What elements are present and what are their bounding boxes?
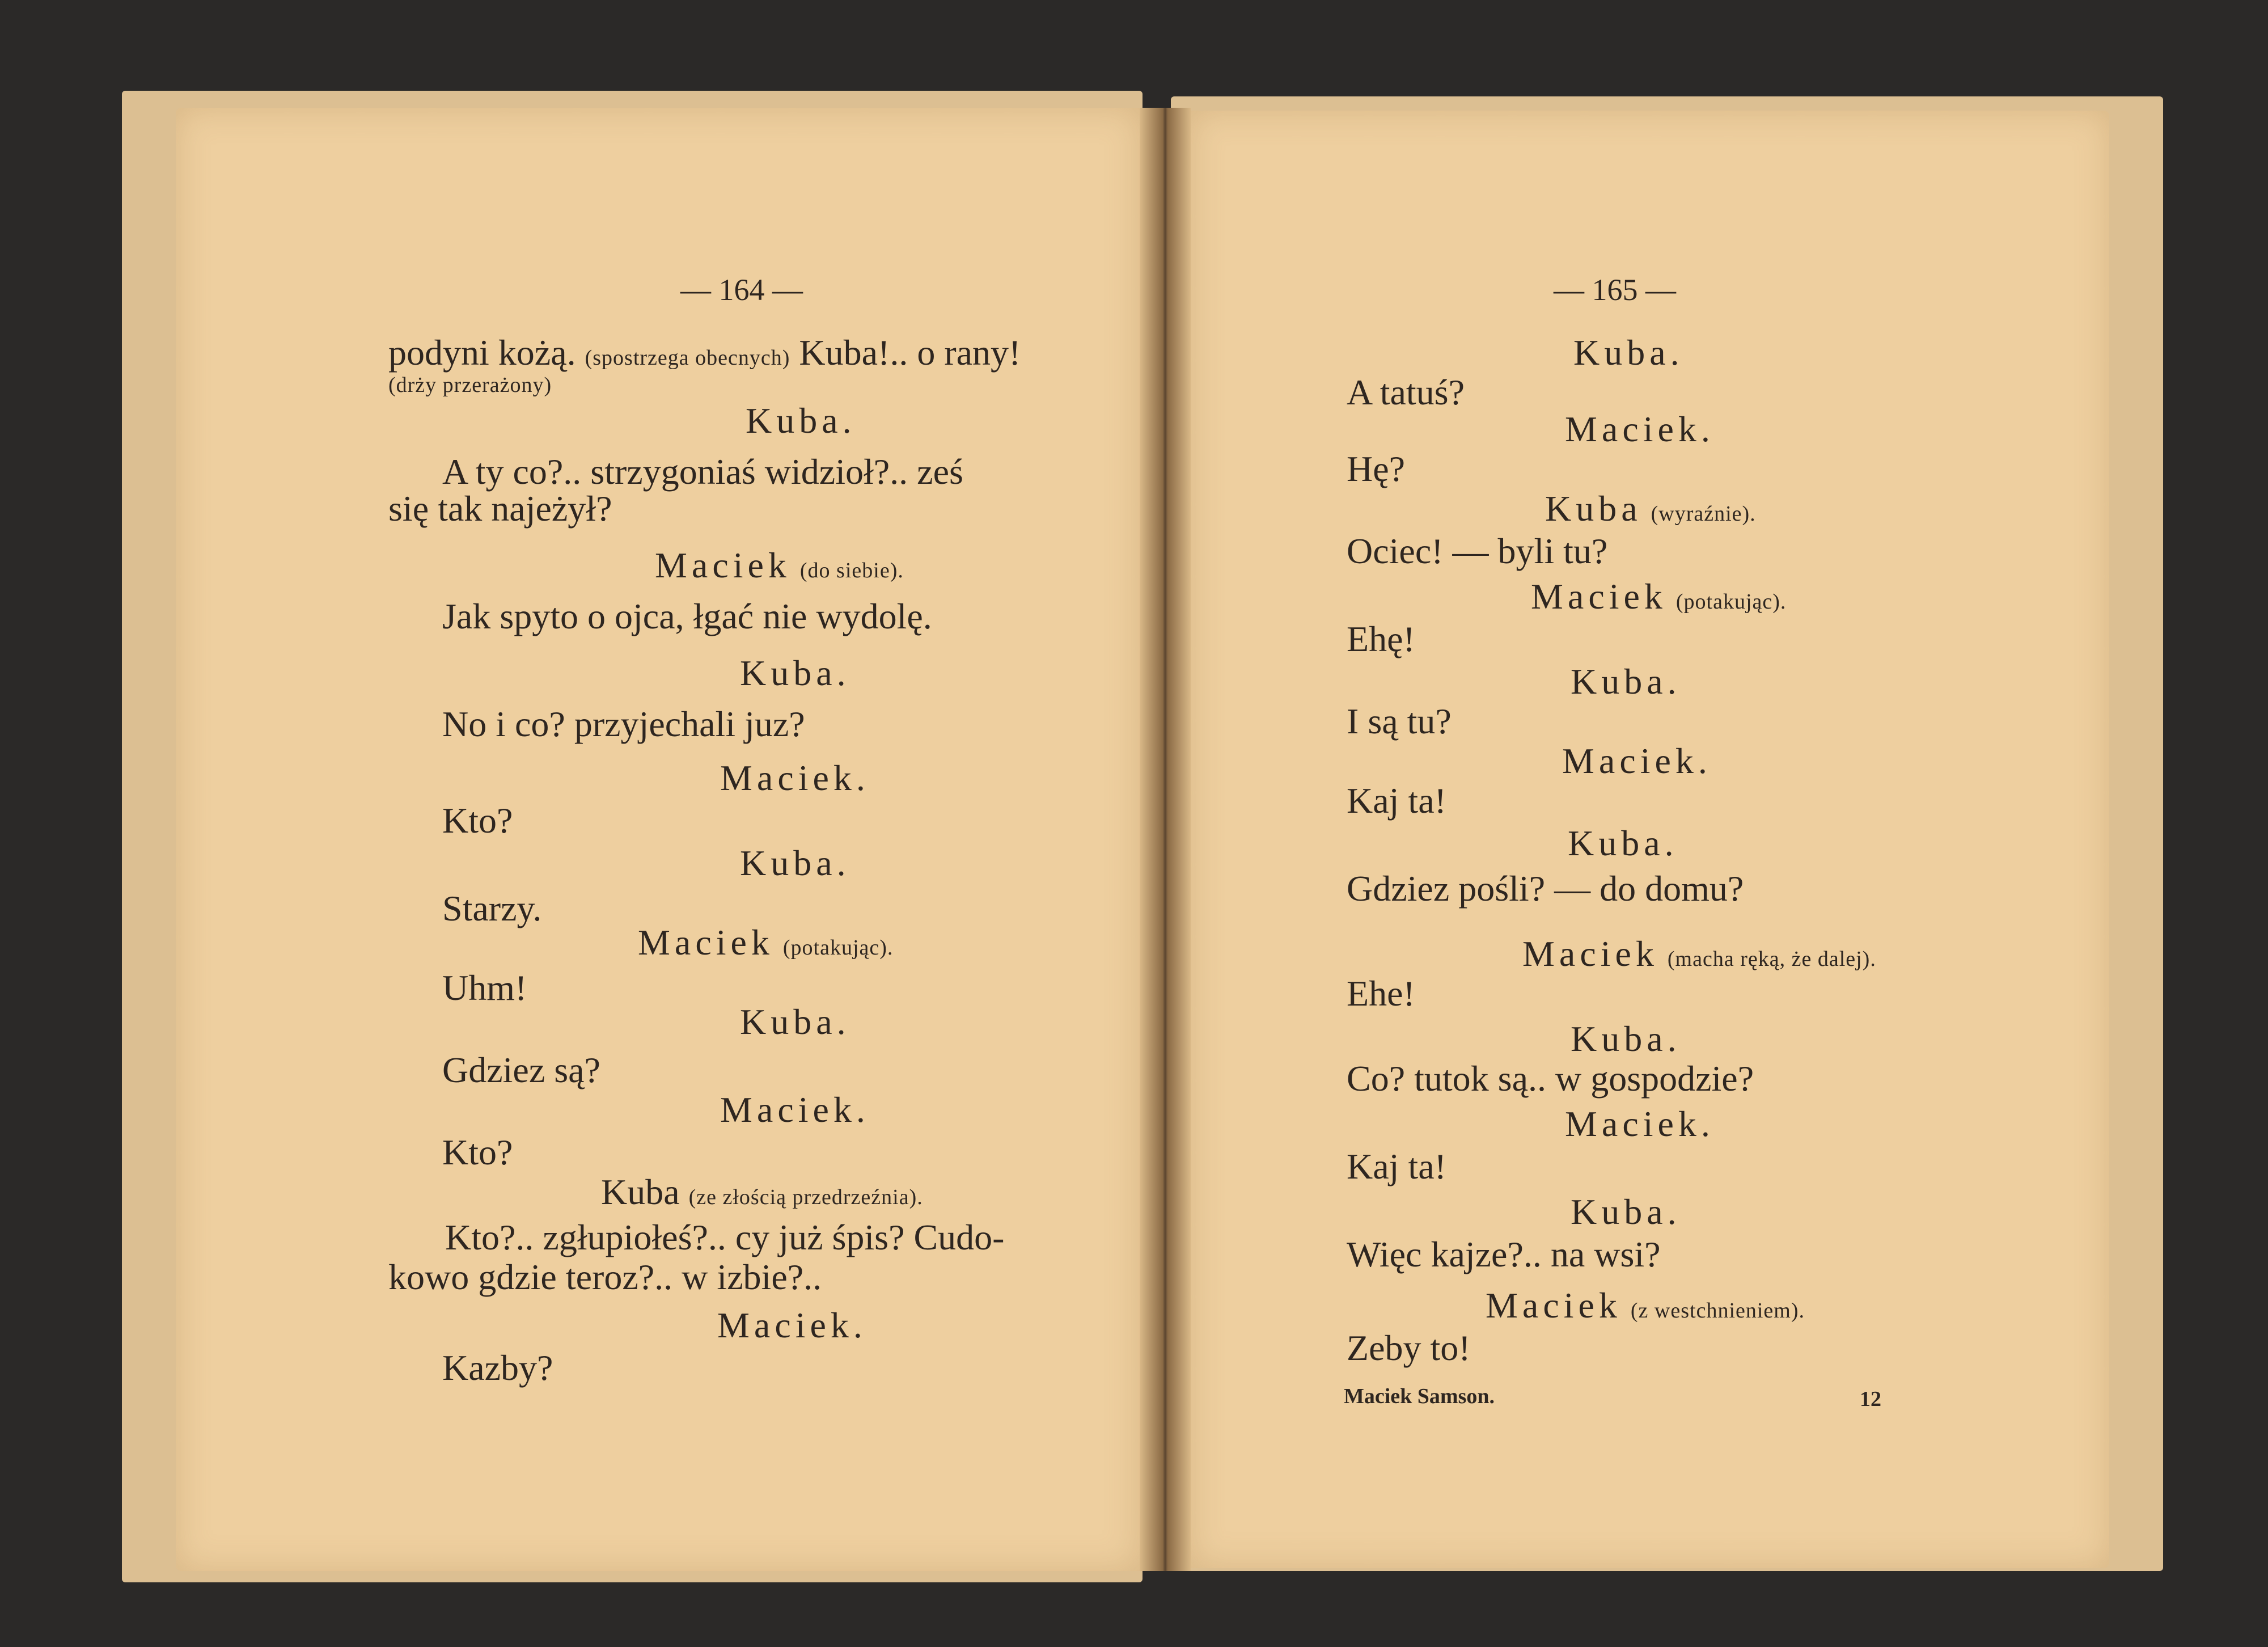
book-gutter: [1140, 108, 1191, 1571]
dialogue-line: Zeby to!: [1347, 1328, 1471, 1368]
dialogue-line: Jak spyto o ojca, łgać nie wydolę.: [442, 596, 932, 636]
stage-direction: (macha ręką, że dalej).: [1667, 947, 1876, 971]
speaker-name: Maciek: [1522, 934, 1658, 974]
speaker-name: Maciek: [1531, 576, 1667, 616]
dialogue-line: Ociec! — byli tu?: [1347, 531, 1608, 571]
dialogue-line: się tak najeżył?: [388, 488, 612, 529]
speaker-name: Maciek: [638, 922, 774, 962]
text-line: [1531, 578, 1786, 615]
speaker-name: Maciek: [655, 545, 791, 585]
dialogue-line: Gdziez pośli? — do domu?: [1347, 868, 1744, 909]
text-line: [1545, 488, 1756, 529]
page-number: — 164 —: [680, 273, 803, 307]
speaker-name: Kuba: [1545, 488, 1642, 529]
stage-direction: (potakując).: [782, 936, 894, 960]
dialogue-line: Kaj ta!: [1347, 1146, 1446, 1186]
stage-direction: (ze złością przedrzeźnia).: [688, 1185, 923, 1209]
speaker-name: Maciek.: [720, 1089, 870, 1130]
dialogue-line: Ehe!: [1347, 973, 1415, 1013]
dialogue-line: I są tu?: [1347, 701, 1452, 741]
dialogue-line: Hę?: [1347, 449, 1406, 489]
dialogue-line: Kto?: [442, 800, 513, 841]
signature-mark: 12: [1860, 1387, 1881, 1411]
dialogue-line: Gdziez są?: [442, 1050, 600, 1090]
text-line: [601, 1174, 923, 1210]
right-page: [1191, 111, 2109, 1568]
dialogue-line: Kto?.. zgłupiołeś?.. cy już śpis? Cudo-: [445, 1217, 1005, 1257]
speaker-name: Kuba: [601, 1172, 680, 1212]
dialogue-line: Uhm!: [442, 968, 527, 1008]
stage-direction: (drży przerażony): [388, 373, 552, 397]
stage-direction: (do siebie).: [799, 559, 904, 582]
speaker-name: Kuba.: [740, 843, 850, 883]
dialogue-text: Kuba!.. o rany!: [799, 332, 1021, 373]
speaker-name: Kuba.: [740, 653, 850, 693]
speaker-name: Kuba.: [1571, 661, 1681, 702]
left-page: [176, 108, 1140, 1571]
text-line: [1486, 1287, 1805, 1324]
dialogue-line: Więc kajze?.. na wsi?: [1347, 1234, 1661, 1274]
speaker-name: Maciek.: [1565, 1104, 1715, 1144]
text-line: [638, 924, 893, 961]
footer-title: Maciek Samson.: [1344, 1384, 1495, 1408]
page-number: — 165 —: [1554, 273, 1676, 307]
dialogue-line: A ty co?.. strzygoniaś widzioł?.. ześ: [442, 451, 963, 492]
stage-direction: (z westchnieniem).: [1630, 1299, 1805, 1323]
text-line: [388, 332, 1021, 373]
dialogue-line: A tatuś?: [1347, 372, 1465, 412]
speaker-name: Kuba.: [1571, 1192, 1681, 1232]
speaker-name: Kuba.: [746, 400, 856, 441]
speaker-name: Maciek.: [717, 1305, 867, 1345]
dialogue-text: podyni kożą.: [388, 332, 576, 373]
dialogue-line: Kazby?: [442, 1348, 553, 1388]
speaker-name: Maciek.: [1562, 741, 1712, 781]
dialogue-line: Ehę!: [1347, 619, 1415, 659]
stage-direction: (wyraźnie).: [1651, 502, 1756, 526]
speaker-name: Kuba.: [1573, 332, 1684, 373]
dialogue-line: Kto?: [442, 1132, 513, 1172]
text-line: [655, 547, 904, 584]
dialogue-line: kowo gdzie teroz?.. w izbie?..: [388, 1257, 822, 1297]
speaker-name: Kuba.: [1571, 1019, 1681, 1059]
dialogue-line: Kaj ta!: [1347, 780, 1446, 821]
speaker-name: Maciek.: [720, 758, 870, 798]
text-line: [1522, 936, 1876, 972]
speaker-name: Maciek.: [1565, 409, 1715, 449]
speaker-name: Kuba.: [740, 1002, 850, 1042]
stage-direction: (spostrzega obecnych): [585, 346, 790, 370]
open-book: [122, 85, 2163, 1582]
stage-direction: (potakując).: [1675, 590, 1787, 614]
dialogue-line: Co? tutok są.. w gospodzie?: [1347, 1058, 1754, 1099]
dialogue-line: No i co? przyjechali juz?: [442, 704, 805, 744]
speaker-name: Maciek: [1486, 1285, 1622, 1325]
dialogue-line: Starzy.: [442, 888, 542, 928]
speaker-name: Kuba.: [1568, 823, 1678, 863]
